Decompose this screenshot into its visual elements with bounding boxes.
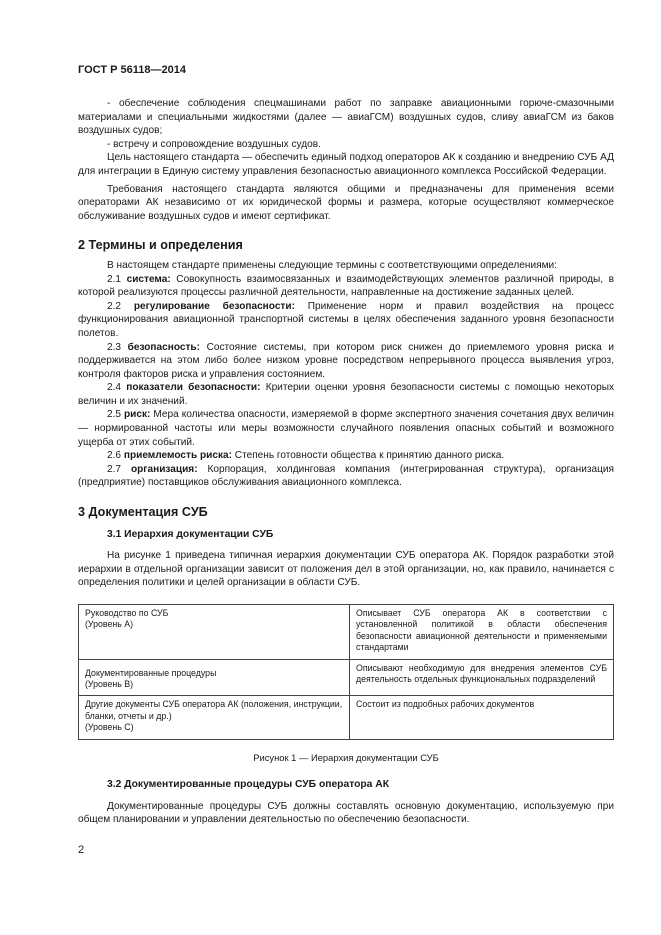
subsection-title: 3.1 Иерархия документации СУБ	[107, 528, 274, 540]
term-name: показатели безопасности:	[126, 382, 261, 394]
term-text: Применение норм и правил воздействия на процесс функционирования авиационной транспортной системы в целях обеспечения заданного уровня безопасности полетов.	[78, 300, 614, 339]
term-name: система:	[126, 273, 171, 285]
term-definition	[78, 449, 614, 463]
hierarchy-row	[79, 605, 614, 660]
subsection-title: 3.2 Документированные процедуры СУБ оператора АК	[107, 779, 389, 791]
term-name: приемлемость риска:	[123, 450, 232, 462]
term-number: 2.1	[107, 273, 122, 285]
term-definition	[78, 408, 614, 449]
paragraph: Цель настоящего стандарта — обеспечить единый подход операторов АК к созданию и внедрению СУБ АД для интеграции в Единую систему управления безопасностью авиационного комплекса Российской Федерации.	[78, 152, 614, 177]
hierarchy-description-cell: Описывают необходимую для внедрения элементов СУБ деятельность отдельных функциональных подразделений	[350, 659, 614, 696]
term-text: Корпорация, холдинговая компания (интегрированная структура), организация (предприятие) поставщиков обслуживания авиационного комплекса.	[78, 463, 615, 489]
term-text: Критерии оценки уровня безопасности системы с помощью некоторых величин и их значений.	[78, 382, 614, 407]
term-text: Мера количества опасности, измеряемой в форме экспертного значения сочетания двух величин — нормированной частоты или меры возможности случайного появления опасных событий и возможного ущерба от этих событий.	[78, 409, 615, 448]
term-definition	[78, 463, 614, 490]
paragraph: Требования настоящего стандарта являются общими и предназначены для применения всеми операторами АК независимо от их юридической формы и размера, которые осуществляют коммерческое обслуживание воздушных судов и имеют сертификат.	[78, 183, 614, 222]
term-definition	[78, 381, 614, 408]
term-definition	[78, 300, 614, 341]
paragraph: В настоящем стандарте применены следующие термины с соответствующими определениями:	[107, 259, 557, 271]
term-number: 2.3	[107, 341, 122, 353]
hierarchy-level-cell: Руководство по СУБ (Уровень А)	[79, 605, 350, 660]
term-number: 2.5	[107, 409, 122, 421]
term-name: организация:	[130, 463, 198, 475]
section-title: 2 Термины и определения	[78, 238, 243, 253]
page-number: 2	[78, 844, 85, 856]
term-name: безопасность:	[127, 341, 200, 353]
hierarchy-figure	[78, 604, 614, 740]
hierarchy-row	[79, 696, 614, 739]
hierarchy-row	[79, 659, 614, 696]
term-number: 2.4	[107, 382, 122, 394]
page-header: ГОСТ Р 56118—2014	[78, 64, 186, 76]
hierarchy-level-cell: Документированные процедуры (Уровень В)	[79, 659, 350, 696]
term-name: регулирование безопасности:	[133, 300, 295, 312]
term-number: 2.6	[107, 450, 122, 462]
page-body	[78, 97, 614, 827]
term-text: Совокупность взаимосвязанных и взаимодействующих элементов различной природы, в которой реализуются процессы различной деятельности, направленные на достижение заданных целей.	[78, 273, 614, 299]
list-item: - встречу и сопровождение воздушных судов.	[107, 138, 321, 150]
term-definition	[78, 273, 614, 300]
list-item: - обеспечение соблюдения спецмашинами работ по заправке авиационными горюче-смазочными материалами и специальными жидкостями (далее — авиаГСМ) воздушных судов, сливу авиаГСМ из баков воздушных судов;	[78, 98, 614, 137]
term-number: 2.7	[107, 463, 122, 475]
paragraph: Документированные процедуры СУБ должны составлять основную документацию, используемую при общем планировании и управлении деятельностью по обеспечению безопасности.	[78, 800, 614, 826]
figure-caption: Рисунок 1 — Иерархия документации СУБ	[253, 751, 439, 763]
term-name: риск:	[124, 409, 151, 421]
term-text: Состояние системы, при котором риск снижен до приемлемого уровня риска и поддерживается на этом либо более низком уровне посредством непрерывного процесса выявления угроз, контроля факторов риска и управления состоянием.	[78, 341, 614, 380]
term-text: Степень готовности общества к принятию данного риска.	[234, 450, 505, 462]
term-definition	[78, 341, 614, 382]
section-title: 3 Документация СУБ	[78, 505, 208, 520]
hierarchy-level-cell: Другие документы СУБ оператора АК (положения, инструкции, бланки, отчеты и др.) (Уровень С)	[79, 696, 350, 739]
paragraph: На рисунке 1 приведена типичная иерархия документации СУБ оператора АК. Порядок разработки этой иерархии в отдельной организации зависит от положения дел в этой организации, но, как правило, начинается с определения политики и целей организации в области СУБ.	[78, 550, 614, 589]
term-number: 2.2	[107, 300, 122, 312]
hierarchy-description-cell: Состоит из подробных рабочих документов	[350, 696, 614, 739]
hierarchy-description-cell: Описывает СУБ оператора АК в соответствии с установленной политикой в области обеспечения безопасности авиационной деятельности и применяемыми стандартами	[350, 605, 614, 660]
